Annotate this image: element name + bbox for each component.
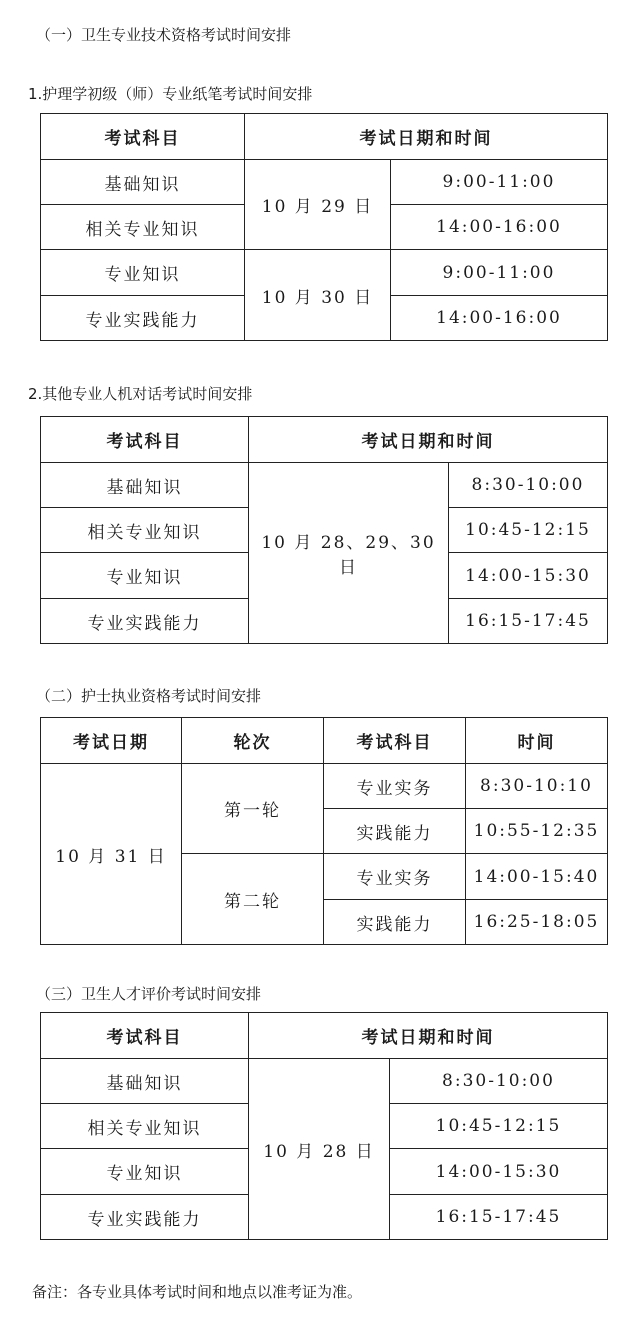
round-cell: 第一轮	[182, 764, 324, 854]
header-date: 考试日期	[41, 718, 182, 764]
header-subject: 考试科目	[41, 1013, 249, 1059]
table-header-row	[41, 718, 608, 764]
section3-heading: （三）卫生人才评价考试时间安排	[36, 985, 262, 1003]
subject-cell: 专业实践能力	[41, 599, 249, 644]
date-cell: 10 月 29 日	[245, 160, 391, 250]
table-row	[41, 463, 608, 508]
table-row	[41, 1059, 608, 1104]
table-row	[41, 764, 608, 809]
time-cell: 16:25-18:05	[466, 900, 608, 945]
subject-cell: 实践能力	[324, 809, 466, 854]
time-cell: 16:15-17:45	[390, 1195, 608, 1240]
table-row	[41, 250, 608, 296]
subject-cell: 相关专业知识	[41, 205, 245, 250]
sub1-table	[40, 113, 608, 341]
sub1-heading: 1.护理学初级（师）专业纸笔考试时间安排	[28, 85, 313, 103]
subject-cell: 基础知识	[41, 160, 245, 205]
date-cell: 10 月 28、29、30 日	[249, 463, 449, 644]
header-datetime: 考试日期和时间	[245, 114, 608, 160]
section2-table	[40, 717, 608, 945]
section1-heading: （一）卫生专业技术资格考试时间安排	[36, 26, 292, 44]
footnote: 备注：各专业具体考试时间和地点以准考证为准。	[32, 1283, 363, 1301]
date-cell: 10 月 28 日	[249, 1059, 390, 1240]
time-cell: 9:00-11:00	[391, 250, 608, 296]
subject-cell: 基础知识	[41, 1059, 249, 1104]
subject-cell: 专业实践能力	[41, 296, 245, 341]
time-cell: 8:30-10:00	[390, 1059, 608, 1104]
time-cell: 9:00-11:00	[391, 160, 608, 205]
time-cell: 16:15-17:45	[449, 599, 608, 644]
time-cell: 14:00-15:30	[390, 1149, 608, 1195]
section2-heading: （二）护士执业资格考试时间安排	[36, 687, 262, 705]
header-subject: 考试科目	[324, 718, 466, 764]
header-subject: 考试科目	[41, 417, 249, 463]
time-cell: 8:30-10:00	[449, 463, 608, 508]
subject-cell: 相关专业知识	[41, 508, 249, 553]
round-cell: 第二轮	[182, 854, 324, 945]
table-header-row	[41, 114, 608, 160]
date-cell: 10 月 31 日	[41, 764, 182, 945]
header-time: 时间	[466, 718, 608, 764]
header-round: 轮次	[182, 718, 324, 764]
header-datetime: 考试日期和时间	[249, 1013, 608, 1059]
subject-cell: 专业实务	[324, 764, 466, 809]
sub2-table	[40, 416, 608, 644]
time-cell: 8:30-10:10	[466, 764, 608, 809]
time-cell: 14:00-16:00	[391, 296, 608, 341]
table-row	[41, 160, 608, 205]
subject-cell: 专业知识	[41, 553, 249, 599]
time-cell: 10:45-12:15	[449, 508, 608, 553]
time-cell: 14:00-15:30	[449, 553, 608, 599]
date-cell: 10 月 30 日	[245, 250, 391, 341]
header-datetime: 考试日期和时间	[249, 417, 608, 463]
time-cell: 10:45-12:15	[390, 1104, 608, 1149]
time-cell: 14:00-15:40	[466, 854, 608, 900]
header-subject: 考试科目	[41, 114, 245, 160]
section3-table	[40, 1012, 608, 1240]
subject-cell: 专业实务	[324, 854, 466, 900]
table-header-row	[41, 1013, 608, 1059]
sub2-heading: 2.其他专业人机对话考试时间安排	[28, 385, 253, 403]
subject-cell: 实践能力	[324, 900, 466, 945]
subject-cell: 专业实践能力	[41, 1195, 249, 1240]
subject-cell: 基础知识	[41, 463, 249, 508]
table-header-row	[41, 417, 608, 463]
subject-cell: 专业知识	[41, 1149, 249, 1195]
time-cell: 14:00-16:00	[391, 205, 608, 250]
time-cell: 10:55-12:35	[466, 809, 608, 854]
subject-cell: 相关专业知识	[41, 1104, 249, 1149]
subject-cell: 专业知识	[41, 250, 245, 296]
